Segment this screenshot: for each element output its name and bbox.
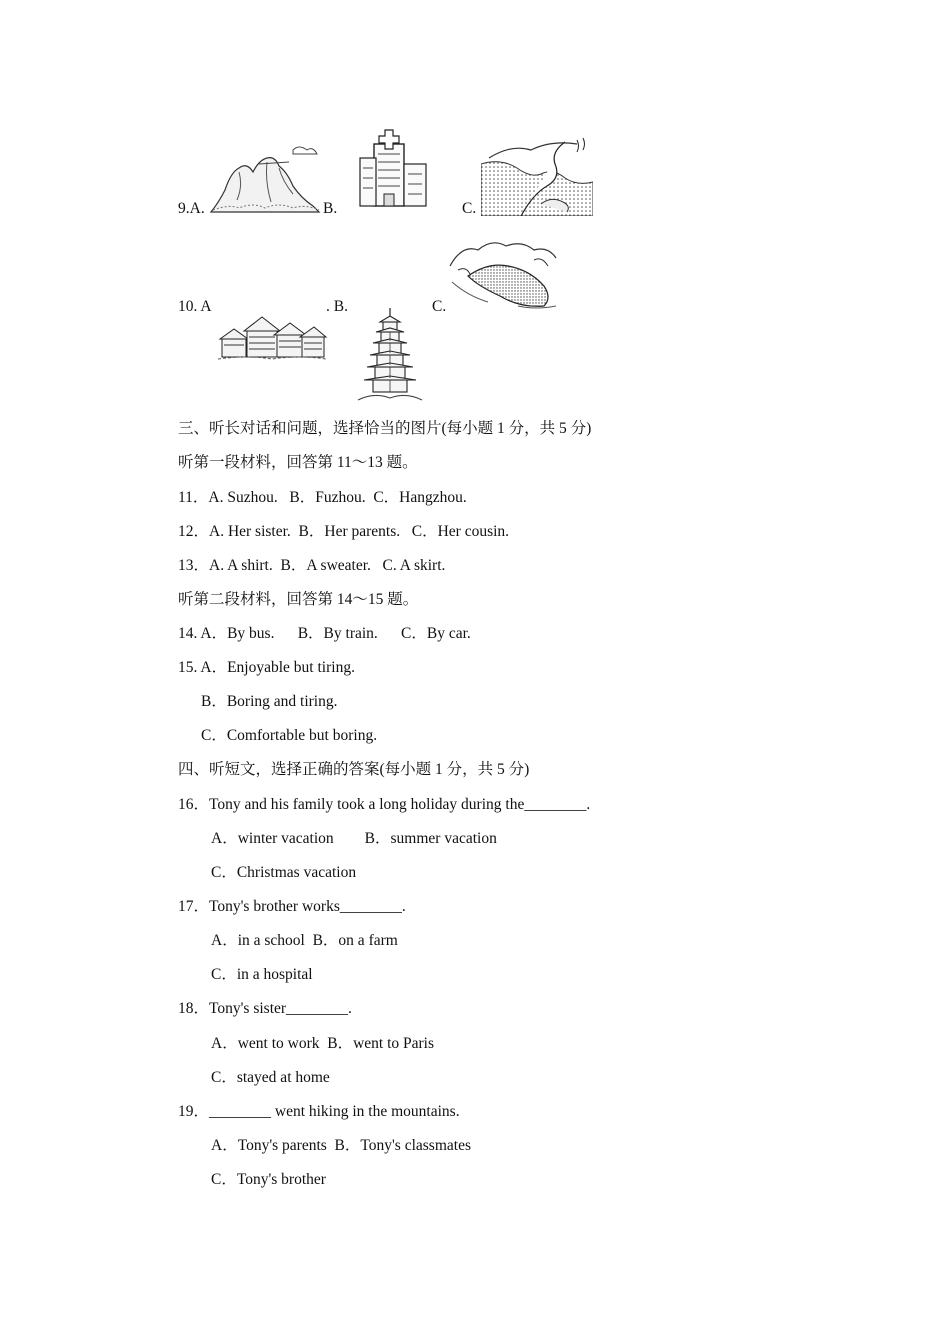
q9-label-c: C. [462,200,477,217]
q10-label-b: . B. [326,298,348,315]
question-19-option-c: C．Tony's brother [211,1171,326,1188]
question-17: 17．Tony's brother works________. [178,898,406,915]
question-16: 16．Tony and his family took a long holiday during the________. [178,796,591,813]
q9-label-a: 9.A. [178,200,205,217]
question-19-options-ab: A．Tony's parents B．Tony's classmates [211,1137,471,1154]
question-16-options-ab: A．winter vacation B．summer vacation [211,830,497,847]
question-17-options-ab: A．in a school B．on a farm [211,932,398,949]
question-13: 13．A. A shirt. B．A sweater. C. A skirt. [178,557,446,574]
river-valley-picture [481,134,593,216]
mountain-picture [209,142,321,216]
question-19: 19．________ went hiking in the mountains. [178,1103,460,1120]
question-18-options-ab: A．went to work B．went to Paris [211,1035,435,1052]
question-14: 14. A．By bus. B．By train. C．By car. [178,625,471,642]
lake-hills-picture [448,236,558,312]
question-12: 12．A. Her sister. B．Her parents. C．Her cousin. [178,523,510,540]
section3-part2-instruction: 听第二段材料，回答第 14～15 题。 [178,591,419,608]
question-11: 11．A. Suzhou. B．Fuzhou. C．Hangzhou. [178,489,467,506]
question-15-option-c: C．Comfortable but boring. [201,727,378,744]
pagoda-picture [356,308,424,404]
question-15-option-b: B．Boring and tiring. [201,693,338,710]
q10-label-c: C. [432,298,447,315]
section3-heading: 三、听长对话和问题，选择恰当的图片(每小题 1 分，共 5 分) [178,420,592,437]
section3-part1-instruction: 听第一段材料，回答第 11～13 题。 [178,454,418,471]
question-15: 15. A．Enjoyable but tiring. [178,659,355,676]
village-houses-picture [216,313,328,363]
question-18-option-c: C．stayed at home [211,1069,330,1086]
question-18: 18．Tony's sister________. [178,1000,352,1017]
question-17-option-c: C．in a hospital [211,966,313,983]
hospital-building-picture [358,128,430,208]
question-16-option-c: C．Christmas vacation [211,864,357,881]
q9-label-b: B. [323,200,338,217]
q10-label-a: 10. A [178,298,212,315]
section4-heading: 四、听短文，选择正确的答案(每小题 1 分，共 5 分) [178,761,530,778]
